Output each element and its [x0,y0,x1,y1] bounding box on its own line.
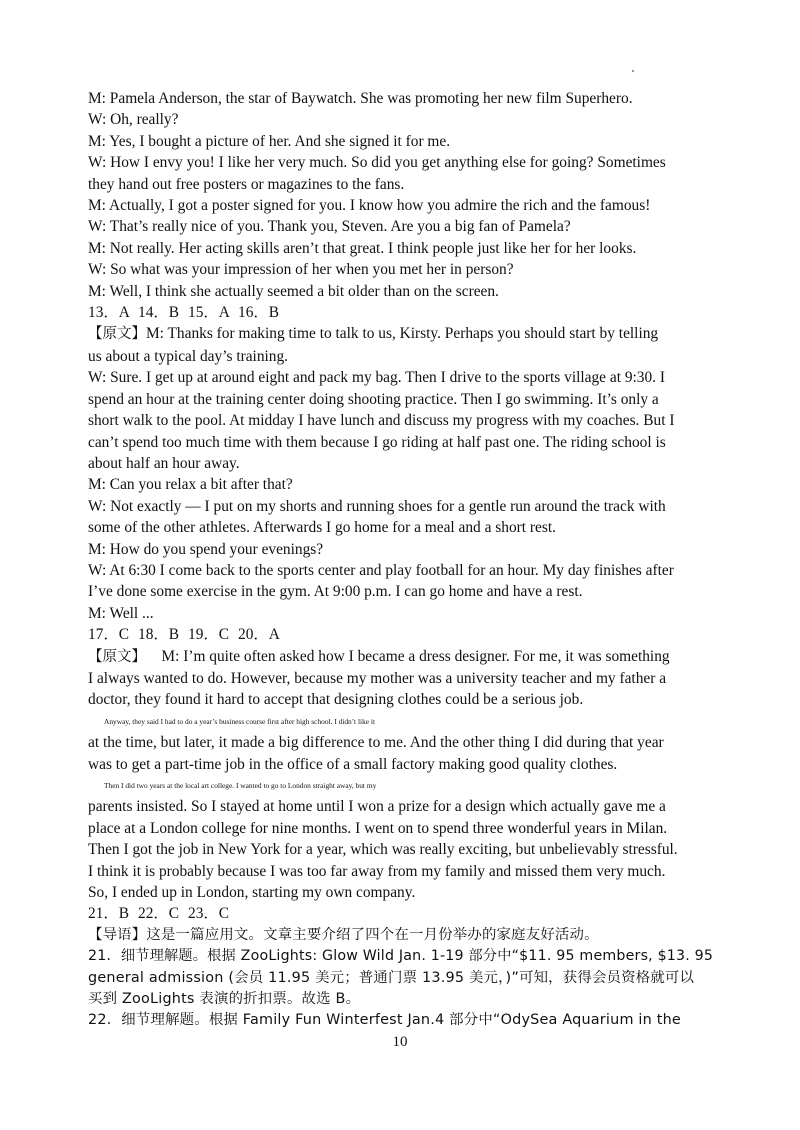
text-segment: M: I’m quite often asked how I became a dress designer. For me, it was something [161,647,670,665]
text-line: M: Not really. Her acting skills aren’t that great. I think people just like her for her looks. [88,239,637,257]
text-line: So, I ended up in London, starting my own company. [88,884,416,902]
section-tag: 【原文】 [88,326,146,343]
text-line: Then I did two years at the local art college. I wanted to go to London straight away, but my [104,781,377,790]
text-line: general admission (会员 11.95 美元；普通门票 13.95 美元，)”可知，获得会员资格就可以 [88,969,695,986]
answer: 18．B [138,626,180,644]
text-line: M: Well, I think she actually seemed a bit older than on the screen. [88,282,499,300]
text-line: W: Sure. I get up at around eight and pack my bag. Then I drive to the sports village at 9:30. I [88,369,665,387]
text-segment: M: Thanks for making time to talk to us, Kirsty. Perhaps you should start by telling [146,325,659,343]
text-line: W: That’s really nice of you. Thank you, Steven. Are you a big fan of Pamela? [88,218,571,236]
answer-key [88,302,716,323]
text-line: 21．细节理解题。根据 ZooLights: Glow Wild Jan. 1-19 部分中“$11. 95 members, $13. 95 [88,948,714,965]
text-line: I always wanted to do. However, because my mother was a university teacher and my father a [88,669,667,687]
guide-line [88,925,716,946]
answer: 17．C [88,626,130,644]
section-tag: 【原文】 [88,648,146,665]
text-line: they hand out free posters or magazines to the fans. [88,175,405,193]
text-line: I think it is probably because I was too far away from my family and missed them very much. [88,862,666,880]
section-tag: 【导语】 [88,926,147,943]
text-line: 22．细节理解题。根据 Family Fun Winterfest Jan.4 部分中“OdySea Aquarium in the [88,1012,681,1029]
text-line: I’ve done some exercise in the gym. At 9:00 p.m. I can go home and have a rest. [88,583,583,601]
text-line: M: Pamela Anderson, the star of Baywatch. She was promoting her new film Superhero. [88,90,633,107]
answer: 16．B [238,304,280,322]
answer: 13．A [88,304,130,322]
text-line: some of the other athletes. Afterwards I go home for a meal and a short rest. [88,519,556,537]
text-line: Then I got the job in New York for a year, which was really exciting, but unbelievably stressful. [88,841,678,859]
q22-explanation [88,1010,716,1031]
answer: 22．C [138,905,180,923]
guide-text: 这是一篇应用文。文章主要介绍了四个在一月份举办的家庭友好活动。 [146,926,599,943]
text-line: M: How do you spend your evenings? [88,540,324,558]
text-line: Anyway, they said I had to do a year’s business course first after high school. I didn’t like it [104,716,375,726]
answer: 21．B [88,905,130,923]
text-line: place at a London college for nine months. I went on to spend three wonderful years in Milan. [88,819,668,837]
text-line [88,646,716,668]
answer: 19．C [188,626,230,644]
text-line: short walk to the pool. At midday I have lunch and discuss my progress with my coaches. But I [88,412,675,430]
text-line: W: At 6:30 I come back to the sports center and play football for an hour. My day finishes after [88,561,674,579]
answer: 23．C [188,905,230,923]
text-line: about half an hour away. [88,454,240,472]
text-line: W: So what was your impression of her when you met her in person? [88,261,514,279]
section1-dialogue [88,88,716,302]
text-line: was to get a part-time job in the office of a small factory making good quality clothes. [88,755,618,773]
text-line [88,323,716,345]
scan-dot [632,70,634,72]
text-line: spend an hour at the training center doing shooting practice. Then I go swimming. It’s only a [88,390,659,408]
section2-transcript [88,323,716,624]
answer: 15．A [188,304,230,322]
answer-key [88,903,716,924]
section3-transcript [88,646,716,904]
text-line: doctor, they found it hard to accept that designing clothes could be a serious job. [88,691,584,709]
text-line: M: Well ... [88,604,154,622]
answer-key [88,624,716,645]
text-line: 买到 ZooLights 表演的折扣票。故选 B。 [88,991,361,1008]
text-line: M: Can you relax a bit after that? [88,476,293,494]
text-line: can’t spend too much time with them because I go riding at half past one. The riding school is [88,433,666,451]
text-line: at the time, but later, it made a big difference to me. And the other thing I did during that year [88,734,664,752]
page-number: 10 [392,1034,408,1050]
text-line: W: Oh, really? [88,111,179,129]
text-line: W: Not exactly — I put on my shorts and running shoes for a gentle run around the track with [88,497,666,515]
answer: 14．B [138,304,180,322]
document-page [88,88,716,1032]
text-line: us about a typical day’s training. [88,347,289,365]
text-line: M: Actually, I got a poster signed for you. I know how you admire the rich and the famous! [88,197,651,215]
answer: 20．A [238,626,280,644]
q21-explanation [88,946,716,1010]
text-line: M: Yes, I bought a picture of her. And she signed it for me. [88,132,451,150]
text-line: W: How I envy you! I like her very much. So did you get anything else for going? Sometimes [88,154,666,172]
text-line: parents insisted. So I stayed at home until I won a prize for a design which actually gave me a [88,798,666,816]
